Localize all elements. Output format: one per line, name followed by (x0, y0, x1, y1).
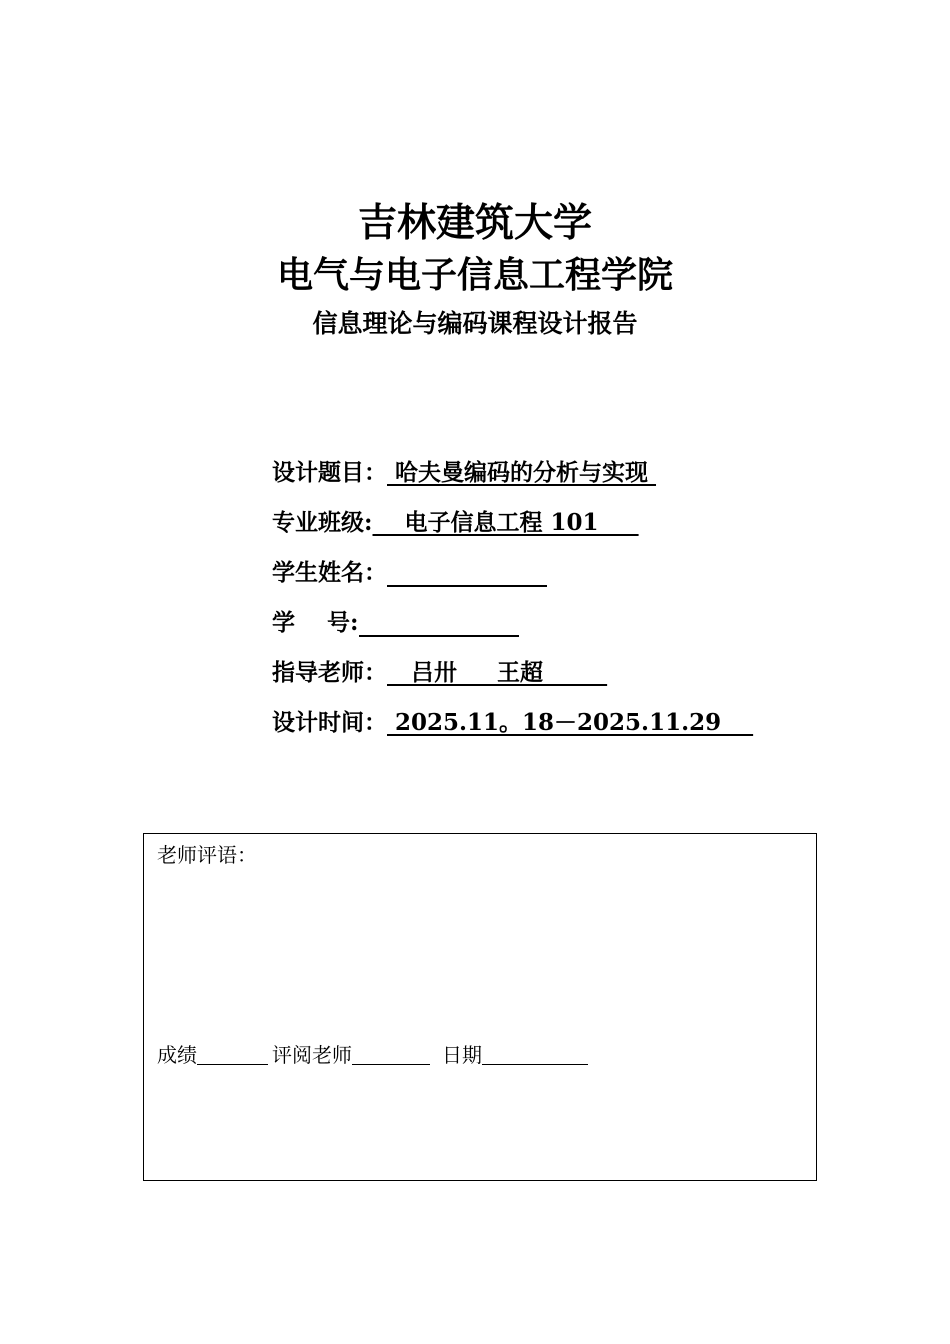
comment-label: 老师评语： (157, 843, 257, 867)
topic-row (272, 452, 753, 502)
name-row (272, 552, 753, 602)
advisor-value: 吕卅 王超 (387, 659, 608, 686)
grade-blank-line (197, 1042, 268, 1065)
grade-line (157, 1042, 592, 1068)
name-label: 学生姓名： (272, 559, 387, 586)
reviewer-label: 评阅老师 (272, 1043, 352, 1067)
advisor-row (272, 652, 753, 702)
topic-value: 哈夫曼编码的分析与实现 (387, 459, 657, 486)
id-blank-line (359, 602, 519, 637)
class-label: 专业班级: (272, 509, 373, 536)
report-title: 信息理论与编码课程设计报告 (312, 309, 638, 338)
college-name: 电气与电子信息工程学院 (276, 255, 673, 296)
info-section (272, 452, 753, 752)
class-row (272, 502, 753, 552)
reviewer-blank-line (352, 1042, 430, 1065)
time-label: 设计时间： (272, 709, 387, 736)
time-value: 2025.11。18－2025.11.29 (387, 709, 754, 736)
date-blank-line (482, 1042, 588, 1065)
id-label: 学 号: (272, 609, 359, 636)
review-box (143, 833, 817, 1181)
topic-label: 设计题目： (272, 459, 387, 486)
university-name: 吉林建筑大学 (357, 201, 592, 246)
grade-label: 成绩 (157, 1043, 197, 1067)
name-blank-line (387, 552, 547, 587)
id-row (272, 602, 753, 652)
advisor-label: 指导老师： (272, 659, 387, 686)
time-row (272, 702, 753, 752)
class-value: 电子信息工程 101 (372, 509, 639, 536)
date-label: 日期 (442, 1043, 482, 1067)
